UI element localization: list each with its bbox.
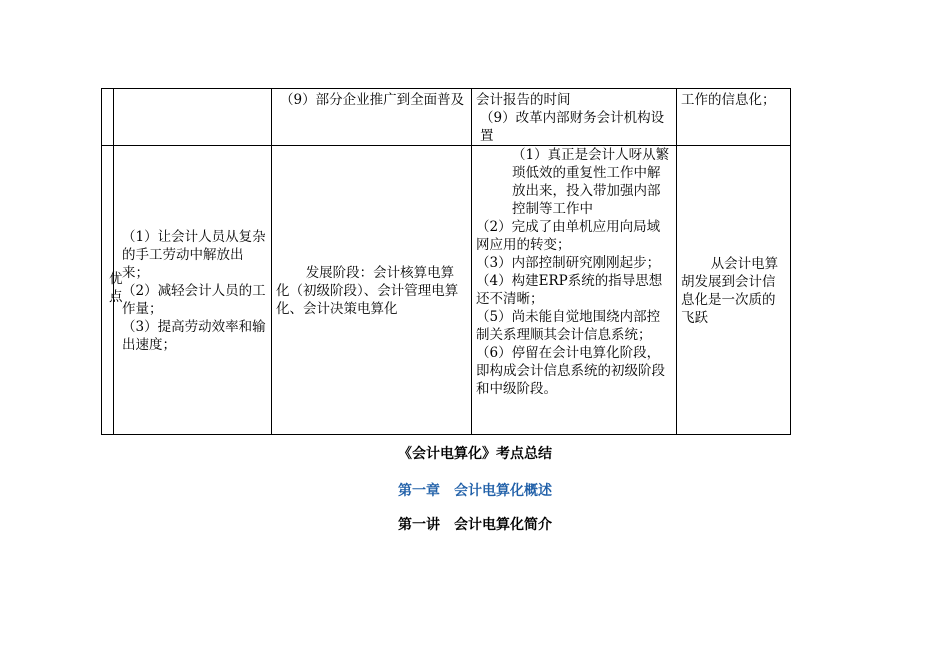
table-cell <box>114 146 272 435</box>
cell-text: （4）构建ERP系统的指导思想还不清晰； <box>476 273 663 307</box>
table-cell <box>272 146 472 435</box>
table-cell <box>272 89 472 146</box>
table-cell <box>114 89 272 146</box>
cell-text: （1）让会计人员从复杂的手工劳动中解放出来； <box>122 229 266 281</box>
cell-text: 工作的信息化； <box>681 92 776 108</box>
lecture-title: 第一讲 会计电算化简介 <box>398 517 552 533</box>
table-cell <box>102 89 114 146</box>
table-cell <box>677 89 791 146</box>
cell-text: （9）部分企业推广到全面普及 <box>280 92 465 108</box>
cell-text: （3）内部控制研究刚刚起步； <box>476 255 661 271</box>
table-cell <box>472 146 677 435</box>
cell-text: （2）完成了由单机应用向局域网应用的转变； <box>476 219 661 253</box>
cell-text: 从会计电算胡发展到会计信息化是一次质的飞跃 <box>681 256 779 326</box>
cell-text: （9）改革内部财务会计机构设置 <box>480 110 665 144</box>
cell-text: （6）停留在会计电算化阶段，即构成会计信息系统的初级阶段和中级阶段。 <box>476 345 665 397</box>
table-row <box>102 146 791 435</box>
cell-text: 发展阶段：会计核算电算化（初级阶段）、会计管理电算化、会计决策电算化 <box>276 265 459 317</box>
chapter-title: 第一章 会计电算化概述 <box>398 483 552 499</box>
summary-title: 《会计电算化》考点总结 <box>398 446 552 462</box>
table-cell <box>472 89 677 146</box>
table-cell <box>677 146 791 435</box>
table-row <box>102 89 791 146</box>
cell-text: 会计报告的时间 <box>476 92 571 108</box>
cell-text: （2）减轻会计人员的工作量； <box>122 283 266 317</box>
comparison-table <box>101 88 791 435</box>
cell-text: （1）真正是会计人呀从繁琐低效的重复性工作中解放出来，投入带加强内部控制等工作中 <box>512 147 670 217</box>
cell-text: （5）尚未能自觉地围绕内部控制关系理顺其会计信息系统； <box>476 309 661 343</box>
cell-text: （3）提高劳动效率和输出速度； <box>122 319 266 353</box>
row-label-advantages: 优点 <box>109 271 123 305</box>
